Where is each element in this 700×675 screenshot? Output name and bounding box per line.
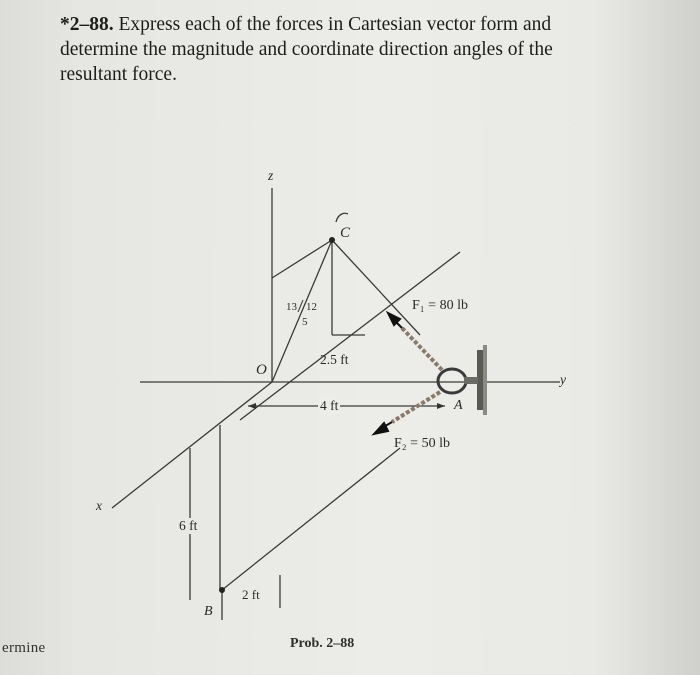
point-a-label: A bbox=[454, 398, 463, 413]
origin-label: O bbox=[256, 362, 267, 378]
f1-chain bbox=[402, 328, 442, 370]
problem-text: Express each of the forces in Cartesian vector form and determine the magnitude and coordinate direction angles of the resultant force. bbox=[60, 14, 553, 85]
point-c-dot bbox=[329, 237, 335, 243]
point-b-label: B bbox=[204, 604, 213, 619]
dim-2-5ft-label: 2.5 ft bbox=[320, 352, 349, 367]
dim-4ft-label: 4 ft bbox=[320, 398, 339, 413]
line-c-top bbox=[272, 240, 332, 278]
line-c-a bbox=[332, 240, 420, 335]
axis-y-label: y bbox=[560, 372, 566, 387]
c-tick bbox=[336, 213, 348, 222]
dim-6ft-label: 6 ft bbox=[179, 518, 198, 533]
axis-x-label: x bbox=[96, 498, 102, 513]
f2-chain bbox=[392, 392, 440, 422]
point-b-dot bbox=[219, 587, 225, 593]
dim-4ft-arrow-left bbox=[248, 403, 256, 409]
slope-12-label: 12 bbox=[306, 301, 317, 313]
slope-5-label: 5 bbox=[302, 316, 308, 328]
left-margin-text-fragment: ermine bbox=[2, 640, 46, 656]
x-axis-line bbox=[112, 382, 272, 508]
point-c-label: C bbox=[340, 225, 351, 241]
problem-number: *2–88. bbox=[60, 14, 114, 35]
figure-caption: Prob. 2–88 bbox=[290, 636, 355, 651]
slope-13-label: 13 bbox=[286, 301, 297, 313]
axis-z-label: z bbox=[268, 168, 274, 183]
force-f1-label: F₁ = 80 lb bbox=[412, 298, 468, 313]
line-a-b bbox=[222, 448, 400, 590]
dim-4ft-arrow-right bbox=[437, 403, 445, 409]
force-f2-label: F₂ = 50 lb bbox=[394, 436, 450, 451]
dim-2ft-label: 2 ft bbox=[242, 587, 260, 602]
f2-arrowhead bbox=[374, 423, 388, 434]
